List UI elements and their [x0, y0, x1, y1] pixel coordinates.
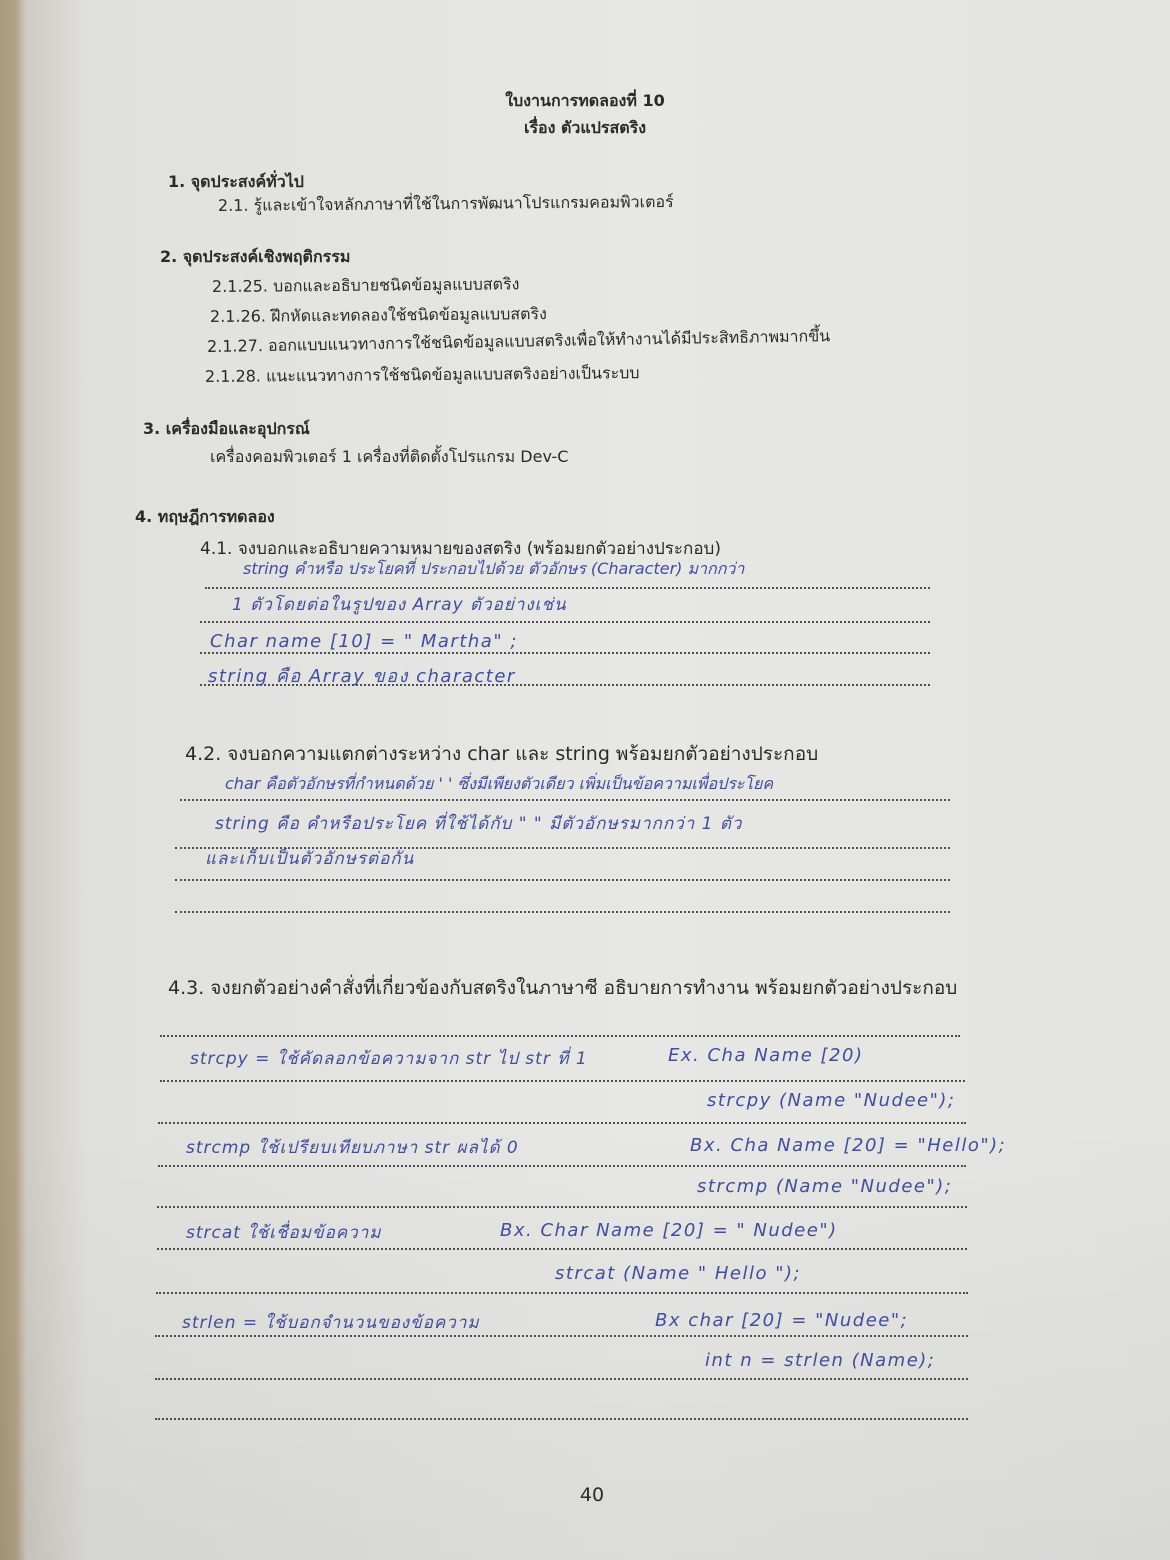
worksheet-subject: เรื่อง ตัวแปรสตริง — [523, 118, 647, 137]
section-1-item: 2.1. รู้และเข้าใจหลักภาษาที่ใช้ในการพัฒนาโปรแกรมคอมพิวเตอร์ — [217, 192, 674, 215]
handwritten-answer: Char name [10] = " Martha" ; — [210, 631, 518, 652]
handwritten-answer: string คำหรือ ประโยคที่ ประกอบไปด้วย ตัวอักษร (Character) มากกว่า — [243, 559, 745, 578]
handwritten-answer: strcpy (Name "Nudee"); — [707, 1090, 956, 1111]
section-2-item: 2.1.28. แนะแนวทางการใช้ชนิดข้อมูลแบบสตริงอย่างเป็นระบบ — [204, 363, 640, 386]
handwritten-answer: string คือ คำหรือประโยค ที่ใช้ได้กับ " " มีตัวอักษรมากกว่า 1 ตัว — [215, 814, 743, 834]
answer-line — [158, 1165, 966, 1167]
handwritten-answer: Bx char [20] = "Nudee"; — [655, 1310, 909, 1331]
section-2-heading: 2. จุดประสงค์เชิงพฤติกรรม — [160, 247, 351, 266]
handwritten-answer: 1 ตัวโดยต่อในรูปของ Array ตัวอย่างเช่น — [232, 595, 567, 615]
answer-line — [158, 1122, 966, 1124]
answer-line — [155, 1335, 968, 1337]
section-3-heading: 3. เครื่องมือและอุปกรณ์ — [143, 419, 310, 438]
answer-line — [175, 911, 950, 913]
handwritten-answer: Ex. Cha Name [20) — [668, 1045, 864, 1066]
answer-line — [157, 1206, 967, 1208]
worksheet-title: ใบงานการทดลองที่ 10 — [505, 91, 665, 110]
section-4-heading: 4. ทฤษฎีการทดลอง — [135, 507, 275, 526]
answer-line — [160, 1080, 965, 1082]
answer-line — [175, 879, 950, 881]
handwritten-answer: strlen = ใช้บอกจำนวนของข้อความ — [182, 1313, 480, 1333]
question-4-2-prompt: 4.2. จงบอกความแตกต่างระหว่าง char และ string พร้อมยกตัวอย่างประกอบ — [185, 743, 819, 765]
answer-line — [200, 621, 930, 623]
handwritten-answer: string คือ Array ของ character — [208, 666, 516, 687]
handwritten-answer: int n = strlen (Name); — [705, 1350, 936, 1371]
answer-line — [205, 587, 930, 589]
handwritten-answer: char คือตัวอักษรที่กำหนดด้วย ' ' ซึ่งมีเพียงตัวเดียว เพิ่มเป็นข้อความเพื่อประโยค — [225, 774, 774, 793]
question-4-1-prompt: 4.1. จงบอกและอธิบายความหมายของสตริง (พร้อมยกตัวอย่างประกอบ) — [200, 539, 721, 559]
question-4-3-prompt: 4.3. จงยกตัวอย่างคำสั่งที่เกี่ยวข้องกับสตริงในภาษาซี อธิบายการทำงาน พร้อมยกตัวอย่างประกอบ — [168, 977, 958, 999]
section-2-item: 2.1.27. ออกแบบแนวทางการใช้ชนิดข้อมูลแบบสตริงเพื่อให้ทำงานได้มีประสิทธิภาพมากขึ้น — [206, 326, 831, 356]
answer-line — [155, 1418, 968, 1420]
page-number: 40 — [579, 1484, 605, 1506]
section-1-heading: 1. จุดประสงค์ทั่วไป — [168, 172, 304, 191]
handwritten-answer: Bx. Char Name [20] = " Nudee") — [500, 1220, 838, 1241]
answer-line — [160, 1035, 960, 1037]
section-2-item: 2.1.26. ฝึกหัดและทดลองใช้ชนิดข้อมูลแบบสตริง — [209, 304, 547, 326]
handwritten-answer: strcat ใช้เชื่อมข้อความ — [186, 1223, 382, 1243]
answer-line — [180, 799, 950, 801]
handwritten-answer: strcmp (Name "Nudee"); — [697, 1176, 953, 1197]
answer-line — [156, 1292, 968, 1294]
answer-line — [200, 652, 930, 654]
section-3-text: เครื่องคอมพิวเตอร์ 1 เครื่องที่ติดตั้งโปรแกรม Dev-C — [210, 447, 569, 466]
handwritten-answer: strcat (Name " Hello "); — [555, 1263, 802, 1284]
answer-line — [157, 1248, 967, 1250]
handwritten-answer: Bx. Cha Name [20] = "Hello"); — [690, 1135, 1007, 1156]
handwritten-answer: และเก็บเป็นตัวอักษรต่อกัน — [205, 849, 415, 869]
handwritten-answer: strcpy = ใช้คัดลอกข้อความจาก str ไป str ที่ 1 — [190, 1049, 588, 1069]
handwritten-answer: strcmp ใช้เปรียบเทียบภาษา str ผลได้ 0 — [186, 1138, 519, 1158]
answer-line — [155, 1378, 968, 1380]
section-2-item: 2.1.25. บอกและอธิบายชนิดข้อมูลแบบสตริง — [211, 274, 520, 296]
